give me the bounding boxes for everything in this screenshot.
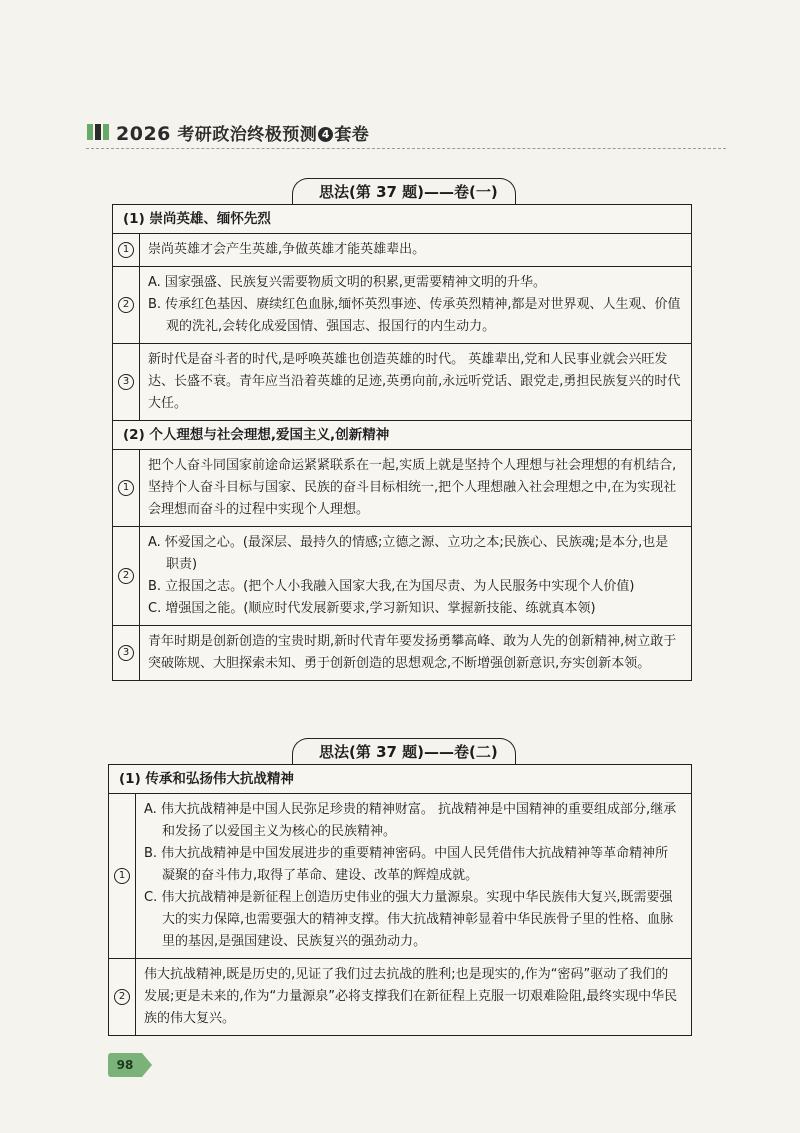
table-row	[109, 794, 691, 959]
circle-number-icon: 4	[318, 127, 333, 142]
book-icon	[86, 122, 110, 142]
row-text: 伟大抗战精神,既是历史的,见证了我们过去抗战的胜利;也是现实的,作为“密码”驱动了我们的发展;更是未来的,作为“力量源泉”必将支撑我们在新征程上克服一切艰难险阻,最终实现中华民族的伟大复兴。	[144, 967, 678, 1026]
circled-number: 2	[118, 297, 134, 313]
circled-number: 3	[118, 374, 134, 390]
table-row	[113, 267, 691, 344]
book-title	[116, 120, 369, 145]
circled-number: 2	[118, 568, 134, 584]
row-text: 把个人奋斗同国家前途命运紧紧联系在一起,实质上就是坚持个人理想与社会理想的有机结合,坚持个人奋斗目标与国家、民族的奋斗目标相统一,把个人理想融入社会理想之中,在为实现社会理想而奋斗的过程中实现个人理想。	[148, 458, 677, 517]
page-header	[86, 118, 726, 149]
row-item: B. 立报国之志。(把个人小我融入国家大我,在为国尽责、为人民服务中实现个人价值)	[148, 579, 635, 594]
group-heading: (1) 崇尚英雄、缅怀先烈	[113, 205, 691, 234]
table-row	[113, 527, 691, 626]
group-heading: (1) 传承和弘扬伟大抗战精神	[109, 765, 691, 794]
title-part2: 套卷	[334, 125, 370, 145]
row-item: C. 增强国之能。(顺应时代发展新要求,学习新知识、掌握新技能、练就真本领)	[148, 601, 596, 616]
row-item: A. 国家强盛、民族复兴需要物质文明的积累,更需要精神文明的升华。	[148, 275, 547, 290]
row-text: 崇尚英雄才会产生英雄,争做英雄才能英雄辈出。	[148, 242, 426, 257]
circled-number: 1	[114, 868, 130, 884]
row-item: B. 伟大抗战精神是中国发展进步的重要精神密码。中国人民凭借伟大抗战精神等革命精神所凝聚的奋斗伟力,取得了革命、建设、改革的辉煌成就。	[144, 846, 669, 883]
table-row	[113, 450, 691, 527]
table-row	[113, 234, 691, 267]
row-item: B. 传承红色基因、赓续红色血脉,缅怀英烈事迹、传承英烈精神,都是对世界观、人生观、价值观的洗礼,会转化成爱国情、强国志、报国行的内生动力。	[148, 297, 681, 334]
row-item: C. 伟大抗战精神是新征程上创造历史伟业的强大力量源泉。实现中华民族伟大复兴,既需要强大的实力保障,也需要强大的精神支撑。伟大抗战精神彰显着中华民族骨子里的性格、血脉里的基因,是强国建设、民族复兴的强劲动力。	[144, 890, 674, 949]
table-row	[113, 344, 691, 420]
row-text: 新时代是奋斗者的时代,是呼唤英雄也创造英雄的时代。 英雄辈出,党和人民事业就会兴旺发达、长盛不衰。青年应当沿着英雄的足迹,英勇向前,永远听党话、跟党走,勇担民族复兴的时代大任。	[148, 352, 681, 411]
table-row	[113, 626, 691, 680]
group-rows	[113, 234, 691, 421]
group-rows	[109, 794, 691, 1035]
title-part1: 考研政治终极预测	[177, 125, 318, 145]
section-tab-vol1: 思法(第 37 题)——卷(一)	[292, 178, 516, 205]
circled-number: 2	[114, 989, 130, 1005]
section-tab-vol2: 思法(第 37 题)——卷(二)	[292, 738, 516, 765]
row-text: 青年时期是创新创造的宝贵时期,新时代青年要发扬勇攀高峰、敢为人先的创新精神,树立敢于突破陈规、大胆探索未知、勇于创新创造的思想观念,不断增强创新意识,夯实创新本领。	[148, 634, 677, 671]
row-item: A. 怀爱国之心。(最深层、最持久的情感;立德之源、立功之本;民族心、民族魂;是本分,也是职责)	[148, 535, 669, 572]
row-item: A. 伟大抗战精神是中国人民弥足珍贵的精神财富。 抗战精神是中国精神的重要组成部分,继承和发扬了以爱国主义为核心的民族精神。	[144, 802, 677, 839]
table-row	[109, 959, 691, 1035]
group-rows	[113, 450, 691, 680]
group-heading: (2) 个人理想与社会理想,爱国主义,创新精神	[113, 421, 691, 450]
section-vol2	[108, 764, 692, 1036]
page-number: 98	[108, 1053, 142, 1077]
section-vol1	[112, 204, 692, 681]
circled-number: 1	[118, 242, 134, 258]
circled-number: 3	[118, 645, 134, 661]
circled-number: 1	[118, 480, 134, 496]
title-year: 2026	[116, 123, 171, 145]
